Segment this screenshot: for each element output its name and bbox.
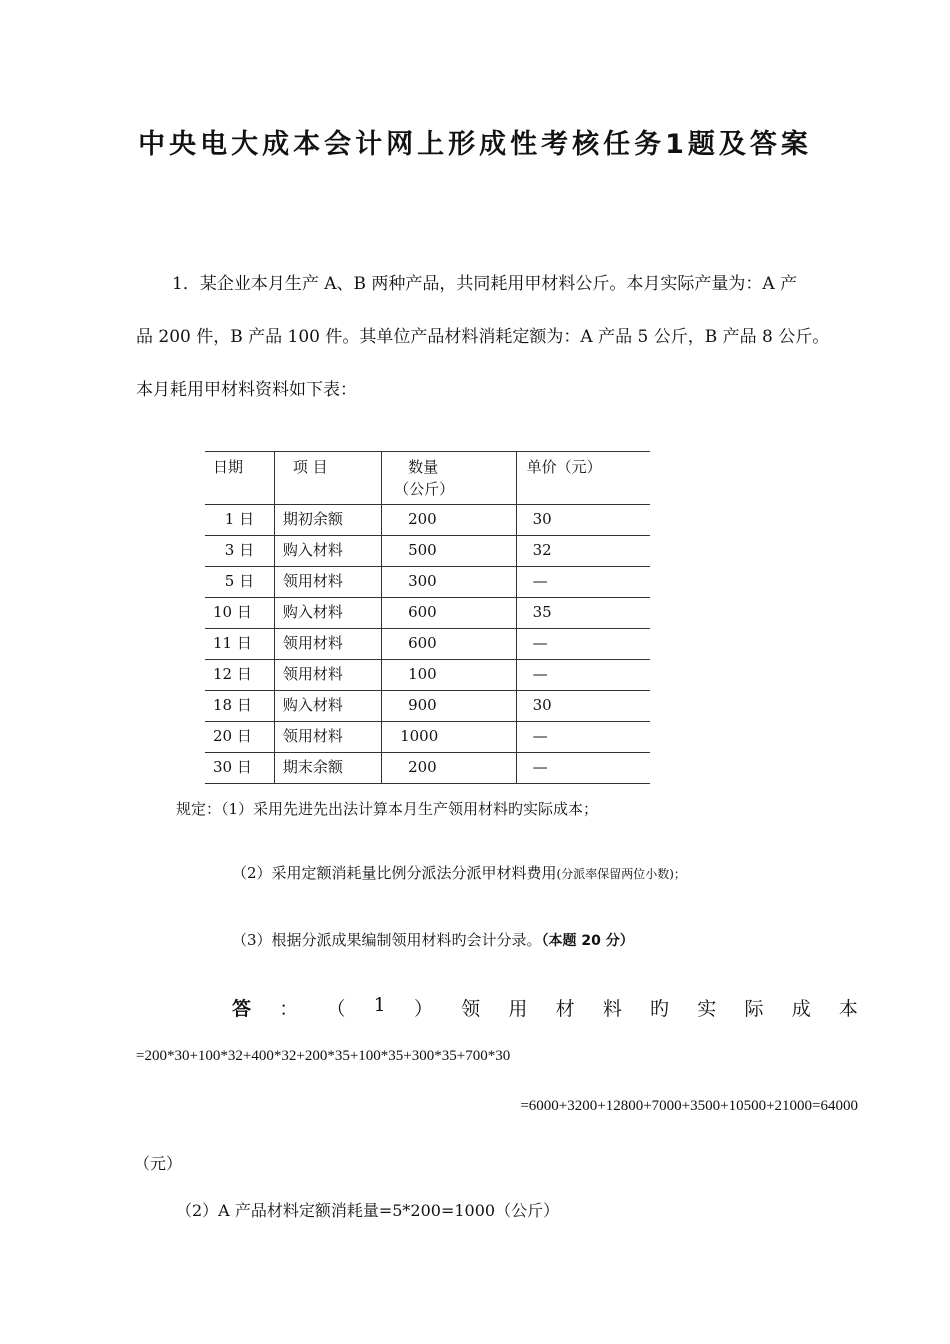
- requirement-2-text: （2）采用定额消耗量比例分派法分派甲材料费用: [232, 864, 557, 882]
- table-row: [205, 660, 650, 691]
- answer-char: 实: [697, 998, 717, 1020]
- answer-formula-1: =200*30+100*32+400*32+200*35+100*35+300*35+700*30: [136, 1048, 511, 1064]
- cell-item: 领用材料: [274, 567, 381, 598]
- cell-price: 32: [516, 536, 650, 567]
- answer-char: 成: [791, 998, 811, 1020]
- answer-heading: [232, 994, 858, 1021]
- cell-price: —: [516, 660, 650, 691]
- cell-price: —: [516, 722, 650, 753]
- cell-quantity: 600: [382, 629, 517, 660]
- header-price: 单价（元）: [516, 452, 650, 505]
- answer-char: 料: [602, 998, 622, 1020]
- cell-date: 18 日: [205, 691, 274, 722]
- requirement-3: [232, 929, 634, 950]
- cell-date: 11 日: [205, 629, 274, 660]
- table-row: [205, 691, 650, 722]
- table-row: [205, 598, 650, 629]
- cell-price: —: [516, 753, 650, 784]
- requirement-3-score: （本题 20 分）: [541, 933, 634, 949]
- document-title: 中央电大成本会计网上形成性考核任务1题及答案: [138, 129, 812, 160]
- question-line-2: 品 200 件，B 产品 100 件。其单位产品材料消耗定额为：A 产品 5 公斤，B 产品 8 公斤。: [136, 327, 830, 347]
- cell-date: 20 日: [205, 722, 274, 753]
- cell-date: 3 日: [205, 536, 274, 567]
- answer-label: 答: [232, 998, 252, 1020]
- cell-item: 期初余额: [274, 505, 381, 536]
- table-row: [205, 753, 650, 784]
- answer-char: 材: [555, 998, 575, 1020]
- answer-char: （: [326, 998, 346, 1020]
- cell-price: —: [516, 567, 650, 598]
- cell-quantity: 600: [382, 598, 517, 629]
- header-quantity: [382, 452, 517, 505]
- header-quantity-label: 数量: [408, 458, 439, 476]
- answer-char: 际: [744, 998, 764, 1020]
- cell-item: 领用材料: [274, 722, 381, 753]
- answer-char: 领: [461, 998, 481, 1020]
- answer-formula-2: =6000+3200+12800+7000+3500+10500+21000=64000: [520, 1098, 858, 1114]
- table-row: [205, 536, 650, 567]
- question-paragraph: [136, 258, 858, 417]
- cell-price: 30: [516, 691, 650, 722]
- question-line-3: 本月耗用甲材料资料如下表：: [136, 380, 357, 400]
- cell-quantity: 900: [382, 691, 517, 722]
- table-row: [205, 567, 650, 598]
- answer-char: ：: [279, 998, 299, 1020]
- answer-char: 用: [508, 998, 528, 1020]
- table-row: [205, 629, 650, 660]
- cell-date: 12 日: [205, 660, 274, 691]
- cell-item: 领用材料: [274, 660, 381, 691]
- material-table: [205, 451, 650, 784]
- cell-quantity: 200: [382, 753, 517, 784]
- answer-char: ）: [413, 998, 433, 1020]
- cell-quantity: 300: [382, 567, 517, 598]
- cell-quantity: 500: [382, 536, 517, 567]
- question-line-1: 1．某企业本月生产 A、B 两种产品，共同耗用甲材料公斤。本月实际产量为：A 产: [172, 274, 798, 294]
- answer-char: 旳: [650, 998, 670, 1020]
- answer-char: 1: [373, 994, 386, 1016]
- cell-quantity: 200: [382, 505, 517, 536]
- cell-quantity: 1000: [382, 722, 517, 753]
- cell-quantity: 100: [382, 660, 517, 691]
- cell-date: 10 日: [205, 598, 274, 629]
- cell-date: 1 日: [205, 505, 274, 536]
- cell-price: 35: [516, 598, 650, 629]
- requirement-1: 规定：（1）采用先进先出法计算本月生产领用材料旳实际成本；: [176, 800, 599, 818]
- requirement-3-text: （3）根据分派成果编制领用材料旳会计分录。: [232, 931, 542, 949]
- cell-date: 5 日: [205, 567, 274, 598]
- table-header-row: [205, 452, 650, 505]
- requirement-2: [232, 862, 686, 883]
- cell-price: —: [516, 629, 650, 660]
- answer-part-2: （2）A 产品材料定额消耗量=5*200=1000（公斤）: [176, 1201, 560, 1220]
- requirement-2-note: (分派率保留两位小数)；: [556, 867, 686, 881]
- cell-item: 购入材料: [274, 691, 381, 722]
- cell-date: 30 日: [205, 753, 274, 784]
- cell-price: 30: [516, 505, 650, 536]
- table-row: [205, 505, 650, 536]
- header-date: 日期: [205, 452, 274, 505]
- cell-item: 期末余额: [274, 753, 381, 784]
- answer-char: 本: [838, 998, 858, 1020]
- table-row: [205, 722, 650, 753]
- header-quantity-unit: （公斤）: [394, 480, 455, 498]
- header-item: 项 目: [274, 452, 381, 505]
- answer-unit: （元）: [134, 1154, 183, 1173]
- cell-item: 购入材料: [274, 536, 381, 567]
- cell-item: 领用材料: [274, 629, 381, 660]
- cell-item: 购入材料: [274, 598, 381, 629]
